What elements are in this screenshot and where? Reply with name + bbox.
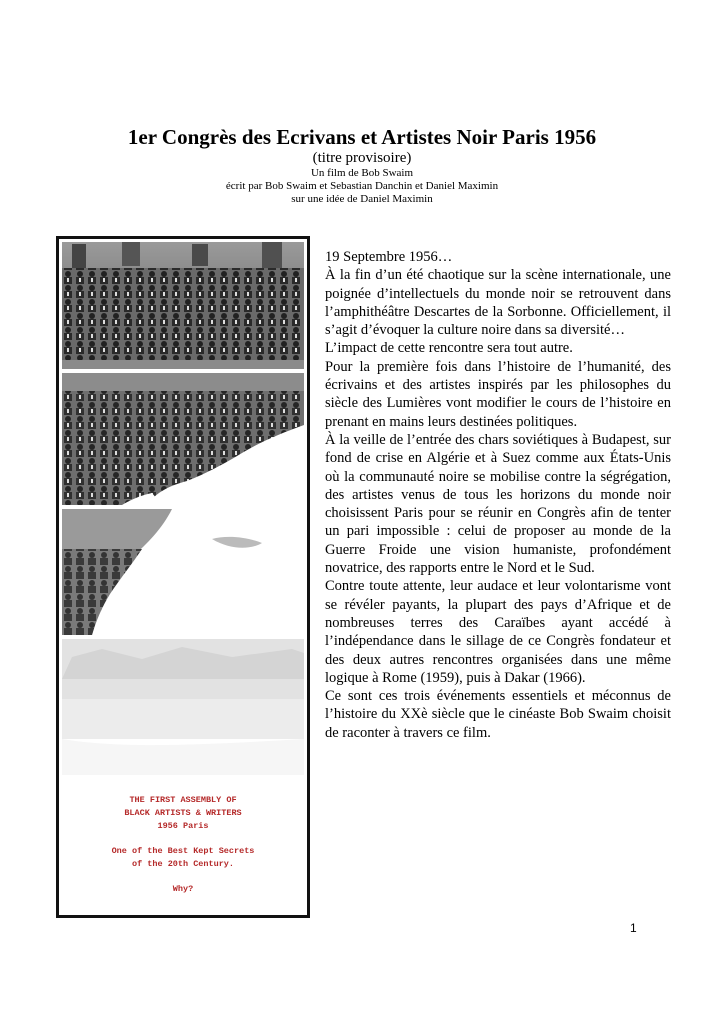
group-photo-1 — [62, 242, 304, 369]
film-by: Un film de Bob Swaim — [310, 167, 414, 179]
poster-line-1: THE FIRST ASSEMBLY OF — [129, 795, 237, 805]
poster-line-2: BLACK ARTISTS & WRITERS — [124, 808, 242, 818]
written-by: écrit par Bob Swaim et Sebastian Danchin et Daniel Maximin — [225, 180, 499, 192]
document-subtitle: (titre provisoire) — [312, 150, 412, 166]
page-number: 1 — [630, 921, 637, 935]
poster-line-6: Why? — [172, 884, 194, 894]
body-text — [325, 248, 671, 742]
document-header — [0, 124, 724, 206]
film-poster — [56, 236, 310, 918]
group-photo-3 — [62, 509, 304, 635]
paragraph: Pour la première fois dans l’histoire de l’humanité, des écrivains et des artistes inspirés par les philosophes du siècle des Lumières vont modifier le cours de l’histoire en prenant en mains leurs destinées politiques. — [325, 358, 671, 430]
poster-line-4: One of the Best Kept Secrets — [111, 846, 255, 856]
document-title: 1er Congrès des Ecrivans et Artistes Noir Paris 1956 — [127, 125, 597, 149]
paragraph: L’impact de cette rencontre sera tout autre. — [325, 340, 573, 357]
group-photo-4 — [62, 639, 304, 775]
paragraph: Contre toute attente, leur audace et leur volontarisme vont se révéler payants, la plupart des pays d’Afrique et de nombreuses terres des Caraïbes ayant accédé à l’indépendance dans le sillage de ce Congrès fondateur et des deux autres rencontres organisées dans une même logique à Rome (1959), puis à Dakar (1966). — [325, 578, 671, 686]
poster-line-5: of the 20th Century. — [131, 859, 235, 869]
paragraph: À la fin d’un été chaotique sur la scène internationale, une poignée d’intellectuels du monde noir se retrouvent dans l’amphithéâtre Descartes de la Sorbonne. Officiellement, il s’agit d’évoquer la culture noire dans sa diversité… — [325, 267, 671, 339]
paragraph: Ce sont ces trois événements essentiels et méconnus de l’histoire du XXè siècle que le cinéaste Bob Swaim choisit de raconter à travers ce film. — [325, 688, 671, 741]
paragraph: 19 Septembre 1956… — [325, 249, 453, 265]
idea-by: sur une idée de Daniel Maximin — [291, 193, 433, 205]
poster-line-3: 1956 Paris — [157, 821, 209, 831]
paragraph: À la veille de l’entrée des chars soviétiques à Budapest, sur fond de crise en Algérie et à Suez comme aux États-Unis où la communauté noire se mobilise contre la ségrégation, des artistes venus de tous les horizons du monde noir choisissent Paris pour se réunir en Congrès afin de tenter un pari impossible : celui de proposer au monde de la Guerre Froide une vision humaniste, profondément novatrice, des rapports entre le Nord et le Sud. — [325, 431, 671, 577]
poster-caption — [59, 794, 307, 896]
group-photo-2 — [62, 373, 304, 505]
